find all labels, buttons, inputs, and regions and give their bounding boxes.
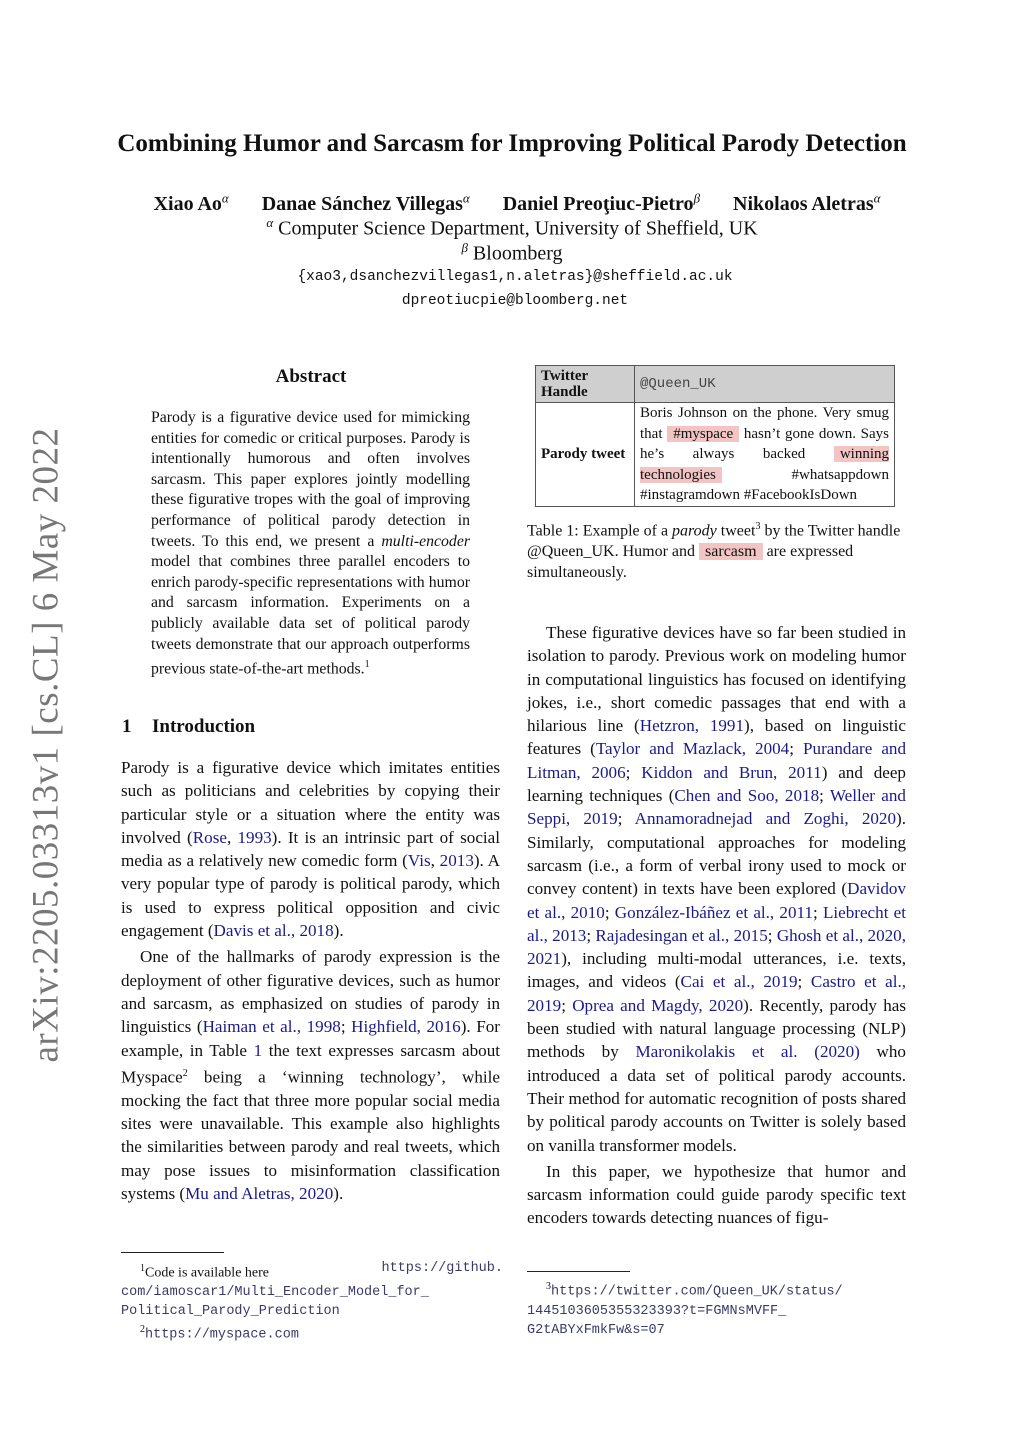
section-heading: 1 Introduction bbox=[122, 716, 256, 737]
citation-link[interactable]: Chen and Soo, 2018 bbox=[674, 786, 820, 806]
citation-link[interactable]: 1993 bbox=[237, 827, 272, 847]
citation-link[interactable]: 2013 bbox=[439, 851, 474, 871]
highlight-sarcasm: winning technologies bbox=[640, 446, 889, 483]
citation-link[interactable]: Annamoradnejad and Zoghi, 2020 bbox=[634, 809, 897, 829]
footnote-url[interactable]: https://myspace.com bbox=[145, 1327, 299, 1343]
citation-link[interactable]: Kiddon and Brun, 2011 bbox=[641, 762, 822, 782]
footnote-url[interactable]: Political_Parody_Prediction bbox=[121, 1303, 340, 1319]
citation-link[interactable]: Purandare and Litman, 2006 bbox=[527, 739, 907, 782]
citation-link[interactable]: Vis bbox=[407, 851, 431, 871]
affiliation: $^\beta$ Bloomberg bbox=[461, 240, 563, 265]
email: dpreotiucpie@bloomberg.net bbox=[401, 293, 629, 309]
example-table bbox=[535, 365, 895, 507]
table-caption: Table 1: Example of a parody tweet$^3$ by the Twitter handle @Queen_UK. Humor and sarcasm are expressed simultaneously. bbox=[527, 521, 901, 582]
citation-link[interactable]: Castro et al., 2019 bbox=[527, 972, 907, 1015]
paper-title: Combining Humor and Sarcasm for Improving Political Parody Detection bbox=[117, 130, 907, 157]
citation-link[interactable]: Oprea and Magdy, 2020 bbox=[572, 995, 744, 1015]
citation-link[interactable]: Weller and Seppi, 2019 bbox=[527, 786, 906, 829]
twitter-handle: @Queen_UK bbox=[635, 366, 895, 403]
author: Danae Sánchez Villegas$^\alpha$ bbox=[261, 190, 470, 215]
abstract-body: Parody is a figurative device used for mimicking entities for comedic or critical purposes. Parody is intentionally humorous and often involves sarcasm. This paper explores jointly modelling these figurative tropes with the goal of improving performance of political parody detection in tweets. To this end, we present a multi-encoder model that combines three parallel encoders to enrich parody-specific representations with humor and sarcasm information. Experiments on a publicly available data set of political parody tweets demonstrate that our approach outperforms previous state-of-the-art methods.$^1$ bbox=[151, 409, 470, 678]
email: {xao3,dsanchezvillegas1,n.aletras}@sheffield.ac.uk bbox=[297, 269, 733, 285]
citation-link[interactable]: Hetzron, 1991 bbox=[639, 716, 745, 736]
citation-link[interactable]: Ghosh et al., 2020, 2021 bbox=[527, 925, 906, 969]
footnote-url[interactable]: com/iamoscar1/Multi_Encoder_Model_for_ bbox=[121, 1284, 429, 1300]
tweet-text: Boris Johnson on the phone. Very smug that #myspace hasn’t gone down. Says he’s always backed winning technologies #whatsappdown #instagramdown #FacebookIsDown bbox=[635, 403, 895, 507]
footnote-url[interactable]: https://twitter.com/Queen_UK/status/ bbox=[551, 1284, 843, 1300]
citation-link[interactable]: Haiman et al., 1998 bbox=[202, 1017, 341, 1037]
table-row bbox=[536, 366, 895, 403]
abstract-heading: Abstract bbox=[275, 366, 347, 387]
citation-link[interactable]: Taylor and Mazlack, 2004 bbox=[595, 739, 790, 759]
highlight-humor: #myspace bbox=[667, 426, 739, 442]
highlight-sarcasm: sarcasm bbox=[699, 543, 763, 560]
author: Nikolaos Aletras$^\alpha$ bbox=[733, 190, 881, 215]
citation-link[interactable]: Mu and Aletras, 2020 bbox=[185, 1184, 334, 1204]
arxiv-stamp-text: arXiv:2205.03313v1 [cs.CL] 6 May 2022 bbox=[25, 427, 67, 1063]
paragraph: These figurative devices have so far been studied in isolation to parody. Previous work on modeling humor in computational linguistics has focused on identifying jokes, i.e., short comedic passages that end with a hilarious line (Hetzron, 1991), based on linguistic features (Taylor and Mazlack, 2004; Purandare and Litman, 2006; Kiddon and Brun, 2011) and deep learning techniques (Chen and Soo, 2018; Weller and Seppi, 2019; Annamoradnejad and Zoghi, 2020). Similarly, computational approaches for modeling sarcasm (i.e., a form of verbal irony used to mock or convey content) in texts have been explored (Davidov et al., 2010; González-Ibáñez et al., 2011; Liebrecht et al., 2013; Rajadesingan et al., 2015; Ghosh et al., 2020, 2021), including multi-modal utterances, i.e. texts, images, and videos (Cai et al., 2019; Castro et al., 2019; Oprea and Magdy, 2020). Recently, parody has been studied with natural language processing (NLP) methods by Maronikolakis et al. (2020) who introduced a data set of political parody accounts. Their method for automatic recognition of posts shared by political parody accounts on Twitter is solely based on vanilla transformer models. bbox=[527, 623, 907, 1155]
author: Xiao $Ao^\alpha$ bbox=[153, 190, 229, 215]
citation-link[interactable]: Liebrecht et al., 2013 bbox=[527, 902, 906, 945]
citation-link[interactable]: Rose bbox=[192, 827, 227, 847]
author-list bbox=[0, 190, 1024, 216]
table-row bbox=[536, 403, 895, 507]
left-column bbox=[121, 756, 500, 1205]
table-ref-link[interactable]: 1 bbox=[253, 1040, 263, 1060]
citation-link[interactable]: Rajadesingan et al., 2015 bbox=[595, 925, 768, 945]
table-label-cell: Parody tweet bbox=[536, 403, 635, 507]
citation-link[interactable]: Cai et al., 2019 bbox=[680, 972, 798, 992]
footnote-rule bbox=[121, 1252, 224, 1253]
citation-link[interactable]: Davis et al., 2018 bbox=[213, 921, 334, 941]
author: Daniel Preoţiuc-Pietro$^\beta$ bbox=[502, 190, 701, 215]
paragraph: One of the hallmarks of parody expression is the deployment of other figurative devices, such as humor and sarcasm, as emphasized on studies of parody in linguistics (Haiman et al., 1998; Highfield, 2016). For example, in Table 1 the text expresses sarcasm about Myspace$^2$ being a ‘winning technology’, while mocking the fact that three more popular social media sites were unavailable. This example also highlights the similarities between parody and real tweets, which may pose issues to misinformation classification systems (Mu and Aletras, 2020). bbox=[121, 947, 500, 1204]
footnote: $^3$https://twitter.com/Queen_UK/status/ 1445103605355323393?t=FGMNsMVFF_ G2tABYxFmkFw&s=07 bbox=[527, 1281, 843, 1338]
affiliation: $^\alpha$ Computer Science Department, University of Sheffield, UK bbox=[266, 215, 758, 240]
footnote-mark[interactable]: 2 bbox=[182, 1067, 188, 1079]
paragraph: Parody is a figurative device which imitates entities such as politicians and celebrities by copying their particular style or a situation where the entity was involved (Rose, 1993). It is an intrinsic part of social media as a relatively new comedic form (Vis, 2013). A very popular type of parody is political parody, which is used to express political opposition and civic engagement (Davis et al., 2018). bbox=[121, 758, 501, 941]
paragraph: In this paper, we hypothesize that humor and sarcasm information could guide parody specific text encoders towards detecting nuances of figu- bbox=[527, 1161, 906, 1228]
footnote-url[interactable]: 1445103605355323393?t=FGMNsMVFF_ bbox=[527, 1303, 787, 1319]
footnote-url[interactable]: https://github. bbox=[381, 1261, 503, 1276]
citation-link[interactable]: Maronikolakis et al. (2020) bbox=[635, 1042, 860, 1062]
right-column bbox=[527, 621, 906, 1230]
table-header-cell: Twitter Handle bbox=[536, 366, 635, 403]
footnote: $^1$Code is available here https://github. com/iamoscar1/Multi_Encoder_Model_for_ Political_Parody_Prediction $^2$https://myspace.com bbox=[121, 1261, 503, 1343]
citation-link[interactable]: González-Ibáñez et al., 2011 bbox=[614, 902, 813, 922]
arxiv-stamp bbox=[22, 427, 70, 1063]
footnote-url[interactable]: G2tABYxFmkFw&s=07 bbox=[527, 1322, 665, 1338]
citation-link[interactable]: Davidov et al., 2010 bbox=[527, 879, 906, 922]
citation-link[interactable]: Highfield, 2016 bbox=[351, 1017, 461, 1037]
footnote-rule bbox=[527, 1271, 630, 1272]
